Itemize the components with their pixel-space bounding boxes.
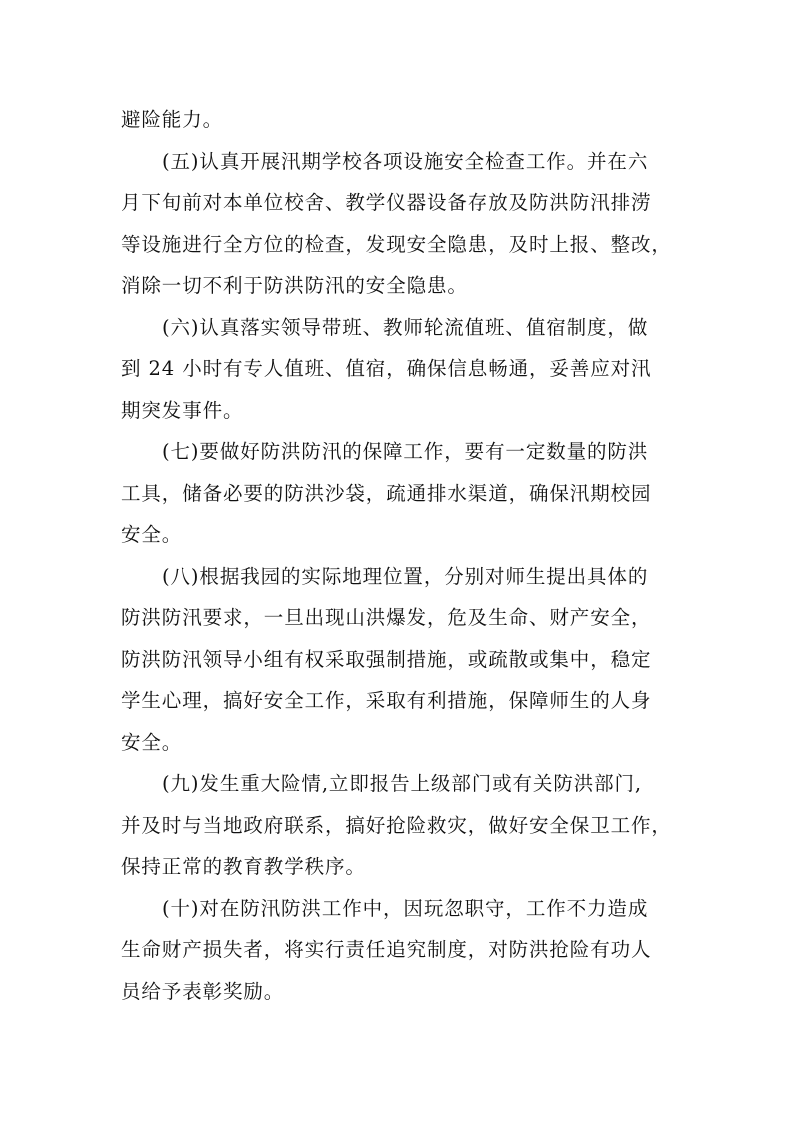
paragraph-7-line: (七)要做好防洪防汛的保障工作，要有一定数量的防洪	[162, 440, 649, 463]
paragraph-10-line: 生命财产损失者，将实行责任追究制度，对防洪抢险有功人	[121, 938, 652, 961]
continuation-line: 避险能力。	[121, 108, 224, 131]
paragraph-8-line: (八)根据我园的实际地理位置，分别对师生提出具体的	[162, 564, 649, 588]
paragraph-9-line: (九)发生重大险情,立即报告上级部门或有关防洪部门,	[162, 772, 643, 795]
paragraph-10-line: 员给予表彰奖励。	[121, 979, 285, 1003]
paragraph-8-line: 防洪防汛领导小组有权采取强制措施，或疏散或集中，稳定	[121, 647, 652, 671]
paragraph-7-line: 安全。	[121, 523, 183, 546]
paragraph-6-line: 期突发事件。	[121, 398, 244, 422]
document-body	[121, 99, 681, 1012]
paragraph-6-line: 到 24 小时有专人值班、值宿，确保信息畅通，妥善应对汛	[121, 357, 652, 380]
paragraph-9-line: 并及时与当地政府联系，搞好抢险救灾，做好安全保卫工作，	[121, 813, 672, 837]
paragraph-8-line: 安全。	[121, 730, 183, 754]
paragraph-9-line: 保持正常的教育教学秩序。	[121, 855, 366, 878]
paragraph-10-line: (十)对在防汛防洪工作中，因玩忽职守，工作不力造成	[162, 896, 649, 920]
paragraph-8-line: 防洪防汛要求，一旦出现山洪爆发，危及生命、财产安全，	[121, 606, 652, 629]
paragraph-7-line: 工具，储备必要的防洪沙袋，疏通排水渠道，确保汛期校园	[121, 481, 652, 505]
paragraph-5-line: 等设施进行全方位的检查，发现安全隐患，及时上报、整改，	[121, 232, 672, 256]
paragraph-5-line: (五)认真开展汛期学校各项设施安全检查工作。并在六	[162, 149, 649, 173]
paragraph-5-line: 消除一切不利于防洪防汛的安全隐患。	[121, 274, 468, 297]
paragraph-5-line: 月下旬前对本单位校舍、教学仪器设备存放及防洪防汛排涝	[121, 191, 652, 214]
paragraph-8-line: 学生心理，搞好安全工作，采取有利措施，保障师生的人身	[121, 689, 652, 712]
paragraph-6-line: (六)认真落实领导带班、教师轮流值班、值宿制度，做	[162, 315, 649, 339]
